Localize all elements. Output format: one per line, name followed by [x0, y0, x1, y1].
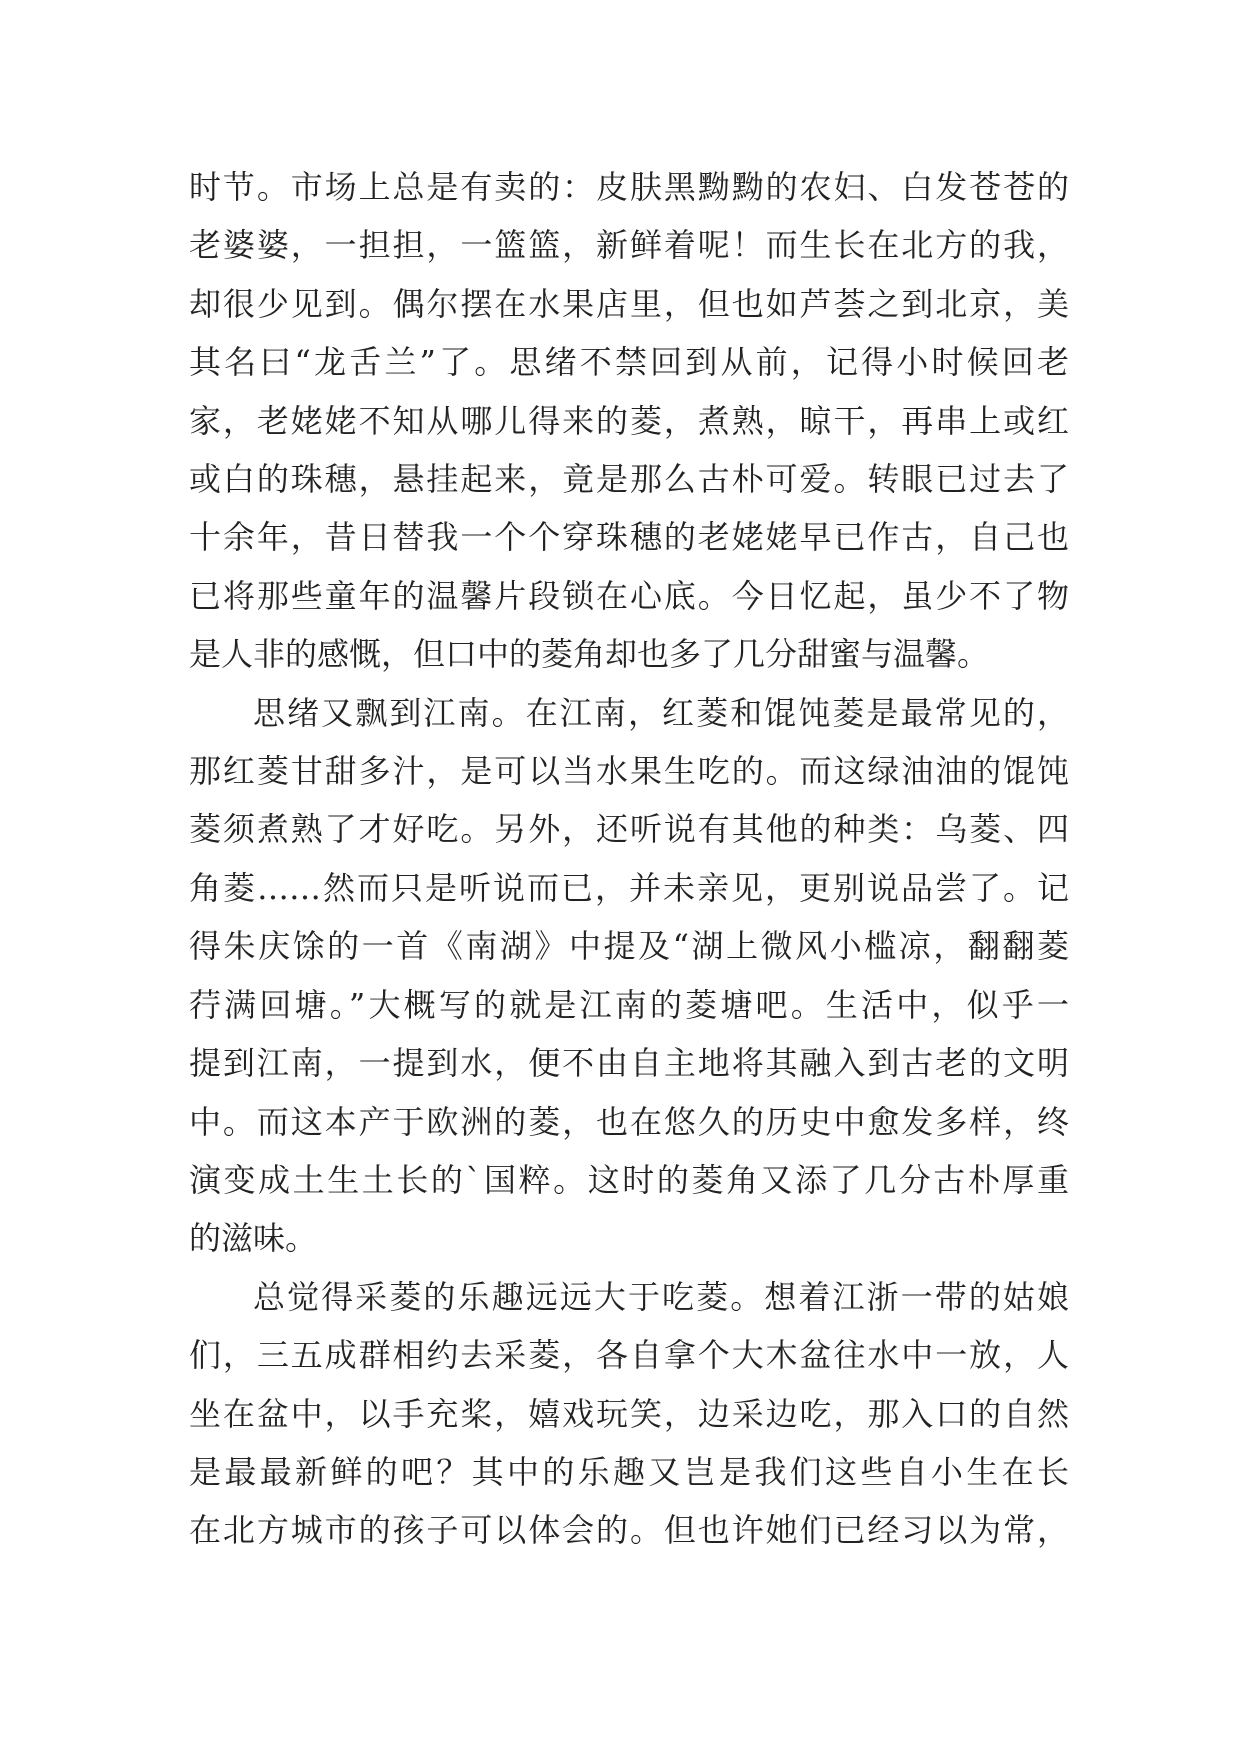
text-line: 思绪又飘到江南。在江南，红菱和馄饨菱是最常见的， — [253, 693, 1069, 732]
text-line: 十余年，昔日替我一个个穿珠穗的老姥姥早已作古，自己也 — [189, 518, 1069, 557]
text-line: 是人非的感慨，但口中的菱角却也多了几分甜蜜与温馨。 — [189, 635, 990, 674]
paragraph-1 — [189, 158, 1069, 684]
text-line: 其名曰“龙舌兰”了。思绪不禁回到从前，记得小时候回老 — [189, 343, 1069, 382]
text-line: 家，老姥姥不知从哪儿得来的菱，煮熟，晾干，再串上或红 — [189, 401, 1069, 440]
text-line: 那红菱甘甜多汁，是可以当水果生吃的。而这绿油油的馄饨 — [189, 752, 1069, 791]
text-line: 角菱……然而只是听说而已，并未亲见，更别说品尝了。记 — [189, 868, 1069, 907]
text-line: 荇满回塘。”大概写的就是江南的菱塘吧。生活中，似乎一 — [189, 985, 1069, 1024]
body-text — [189, 158, 1069, 1560]
text-line: 得朱庆馀的一首《南湖》中提及“湖上微风小槛凉，翻翻菱 — [189, 927, 1069, 966]
text-line: 时节。市场上总是有卖的：皮肤黑黝黝的农妇、白发苍苍的 — [189, 168, 1069, 206]
text-line: 提到江南，一提到水，便不由自主地将其融入到古老的文明 — [189, 1044, 1069, 1083]
text-line: 老婆婆，一担担，一篮篮，新鲜着呢！而生长在北方的我， — [189, 226, 1069, 265]
text-line: 中。而这本产于欧洲的菱，也在悠久的历史中愈发多样，终 — [189, 1102, 1069, 1141]
text-line: 们，三五成群相约去采菱，各自拿个大木盆往水中一放，人 — [189, 1336, 1069, 1375]
text-line: 总觉得采菱的乐趣远远大于吃菱。想着江浙一带的姑娘 — [253, 1277, 1069, 1316]
text-line: 是最最新鲜的吧？其中的乐趣又岂是我们这些自小生在长 — [189, 1452, 1069, 1491]
text-line: 在北方城市的孩子可以体会的。但也许她们已经习以为常， — [189, 1511, 1069, 1550]
text-line: 的滋味。 — [189, 1219, 318, 1258]
text-line: 已将那些童年的温馨片段锁在心底。今日忆起，虽少不了物 — [189, 576, 1069, 615]
text-line: 或白的珠穗，悬挂起来，竟是那么古朴可爱。转眼已过去了 — [189, 460, 1069, 499]
text-line: 坐在盆中，以手充桨，嬉戏玩笑，边采边吃，那入口的自然 — [189, 1394, 1069, 1433]
text-line: 演变成土生土长的`国粹。这时的菱角又添了几分古朴厚重 — [189, 1160, 1069, 1199]
paragraph-3 — [189, 1268, 1069, 1560]
text-line: 菱须煮熟了才好吃。另外，还听说有其他的种类：乌菱、四 — [189, 810, 1069, 849]
text-line: 却很少见到。偶尔摆在水果店里，但也如芦荟之到北京，美 — [189, 284, 1069, 323]
paragraph-2 — [189, 684, 1069, 1268]
